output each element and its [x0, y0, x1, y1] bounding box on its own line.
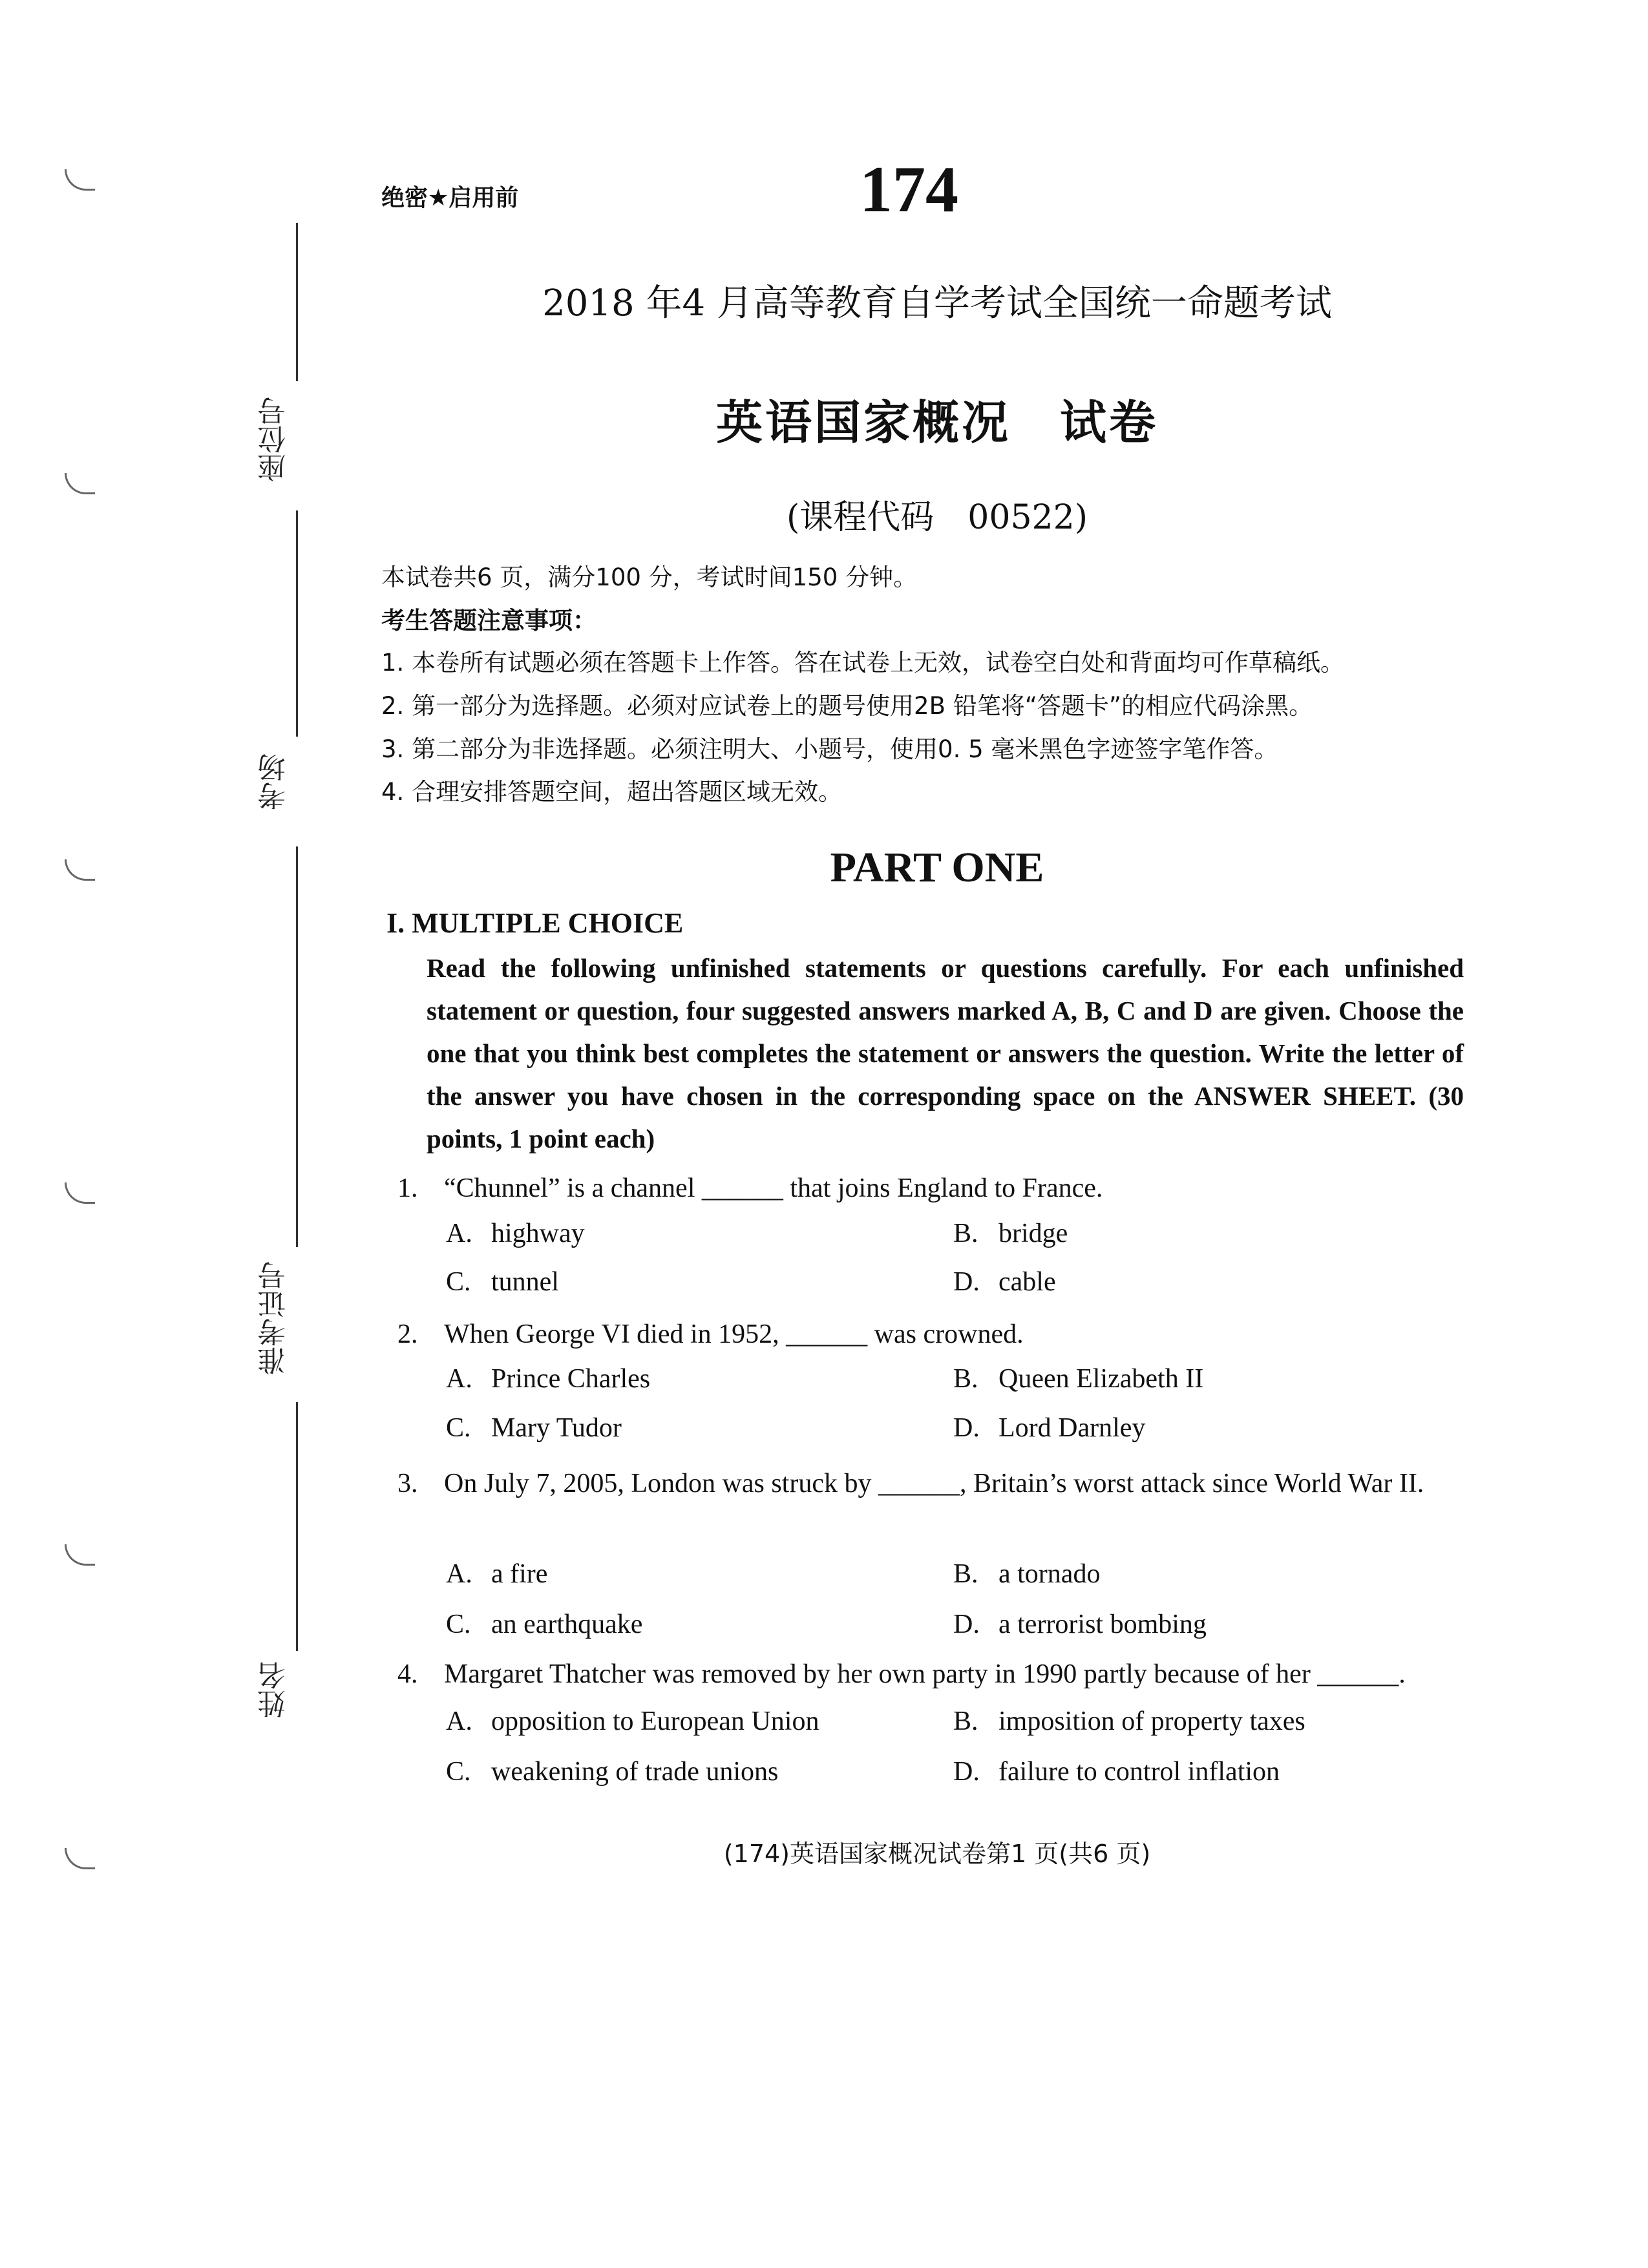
admission-number-line [296, 846, 298, 1247]
option-text: a terrorist bombing [998, 1610, 1207, 1639]
option-text: an earthquake [491, 1610, 643, 1639]
option-text: cable [998, 1267, 1056, 1297]
binding-hole [65, 859, 95, 881]
admission-number-label: 准考证号 [258, 1261, 291, 1375]
question-stem [397, 1168, 1470, 1208]
answer-option [953, 1363, 1203, 1394]
exam-room-line [296, 510, 298, 737]
option-text: weakening of trade unions [491, 1757, 779, 1787]
note-item: 4. 合理安排答题空间，超出答题区域无效。 [381, 778, 843, 806]
note-item: 1. 本卷所有试题必须在答题卡上作答。答在试卷上无效，试卷空白处和背面均可作草稿纸。 [381, 649, 1345, 677]
answer-option [446, 1609, 642, 1640]
option-text: Queen Elizabeth II [998, 1364, 1204, 1394]
answer-option [446, 1412, 622, 1444]
option-text: tunnel [491, 1267, 559, 1297]
answer-option [446, 1706, 819, 1737]
option-text: a tornado [998, 1559, 1101, 1589]
question-text: On July 7, 2005, London was struck by ______, Britain’s worst attack since World War II. [444, 1469, 1424, 1498]
option-text: Lord Darnley [998, 1413, 1146, 1443]
note-item: 3. 第二部分为非选择题。必须注明大、小题号，使用0. 5 毫米黑色字迹签字笔作答。 [381, 735, 1278, 763]
option-letter: A. [446, 1706, 472, 1736]
answer-option [446, 1218, 585, 1249]
option-letter: C. [446, 1267, 471, 1297]
question-text: When George VI died in 1952, ______ was crowned. [444, 1319, 1024, 1349]
option-letter: D. [953, 1610, 980, 1639]
answer-option [953, 1412, 1145, 1444]
binding-hole [65, 169, 95, 191]
section-instructions: Read the following unfinished statements or questions carefully. For each unfinished statement or question, four suggested answers marked A, B, C and D are given. Choose the one that you think best completes the statement or answers the question. Write the letter of the answer you have chosen in the corresponding space on the ANSWER SHEET. (30 points, 1 point each) [427, 953, 1464, 1153]
option-letter: A. [446, 1219, 472, 1248]
option-text: highway [491, 1219, 585, 1248]
answer-option [953, 1218, 1068, 1249]
option-letter: B. [953, 1559, 978, 1589]
answer-option [953, 1559, 1100, 1590]
option-letter: D. [953, 1413, 980, 1443]
option-text: imposition of property taxes [998, 1706, 1305, 1736]
paper-code-number: 174 [860, 153, 958, 226]
binding-hole [65, 473, 95, 494]
option-letter: A. [446, 1364, 472, 1394]
question-number: 4. [397, 1659, 418, 1689]
note-item: 2. 第一部分为选择题。必须对应试卷上的题号使用2B 铅笔将“答题卡”的相应代码涂黑。 [381, 692, 1313, 720]
option-letter: D. [953, 1267, 980, 1297]
option-letter: C. [446, 1413, 471, 1443]
binding-hole [65, 1182, 95, 1204]
option-letter: A. [446, 1559, 472, 1589]
name-line [296, 1402, 298, 1651]
confidential-mark: 绝密★启用前 [381, 185, 519, 211]
option-letter: B. [953, 1706, 978, 1736]
question-stem [397, 1654, 1470, 1694]
question-stem [397, 1314, 1470, 1354]
seat-number-line [296, 223, 298, 381]
question-number: 2. [397, 1319, 418, 1349]
answer-option [953, 1706, 1305, 1737]
question-stem [397, 1459, 1470, 1508]
answer-option [446, 1756, 778, 1787]
binding-hole [65, 1544, 95, 1566]
option-letter: D. [953, 1757, 980, 1787]
page-footer: (174)英语国家概况试卷第1 页(共6 页) [723, 1840, 1151, 1868]
question-text: Margaret Thatcher was removed by her own party in 1990 partly because of her ______. [444, 1659, 1406, 1689]
question-number: 1. [397, 1173, 418, 1203]
answer-option [953, 1609, 1207, 1640]
option-text: a fire [491, 1559, 548, 1589]
option-text: Prince Charles [491, 1364, 651, 1394]
notes-heading: 考生答题注意事项： [381, 607, 597, 635]
answer-option [446, 1266, 559, 1297]
seat-number-label: 座位号 [258, 397, 291, 482]
question-number: 3. [397, 1469, 418, 1498]
option-letter: B. [953, 1219, 978, 1248]
option-letter: C. [446, 1610, 471, 1639]
paper-title: 英语国家概况 试卷 [715, 395, 1158, 450]
option-text: failure to control inflation [998, 1757, 1280, 1787]
name-label: 姓名 [258, 1661, 291, 1718]
paper-summary: 本试卷共6 页，满分100 分，考试时间150 分钟。 [381, 563, 918, 591]
option-letter: B. [953, 1364, 978, 1394]
answer-option [953, 1756, 1280, 1787]
part-heading: PART ONE [830, 844, 1044, 891]
answer-option [446, 1363, 650, 1394]
option-letter: C. [446, 1757, 471, 1787]
exam-title: 2018 年4 月高等教育自学考试全国统一命题考试 [542, 282, 1332, 324]
answer-option [446, 1559, 547, 1590]
section-title: I. MULTIPLE CHOICE [386, 907, 684, 939]
option-text: bridge [998, 1219, 1068, 1248]
answer-option [953, 1266, 1056, 1297]
course-code: (课程代码 00522) [787, 498, 1088, 537]
question-text: “Chunnel” is a channel ______ that joins England to France. [444, 1173, 1103, 1203]
option-text: opposition to European Union [491, 1706, 819, 1736]
option-text: Mary Tudor [491, 1413, 622, 1443]
exam-room-label: 考场 [258, 753, 291, 810]
binding-hole [65, 1848, 95, 1869]
